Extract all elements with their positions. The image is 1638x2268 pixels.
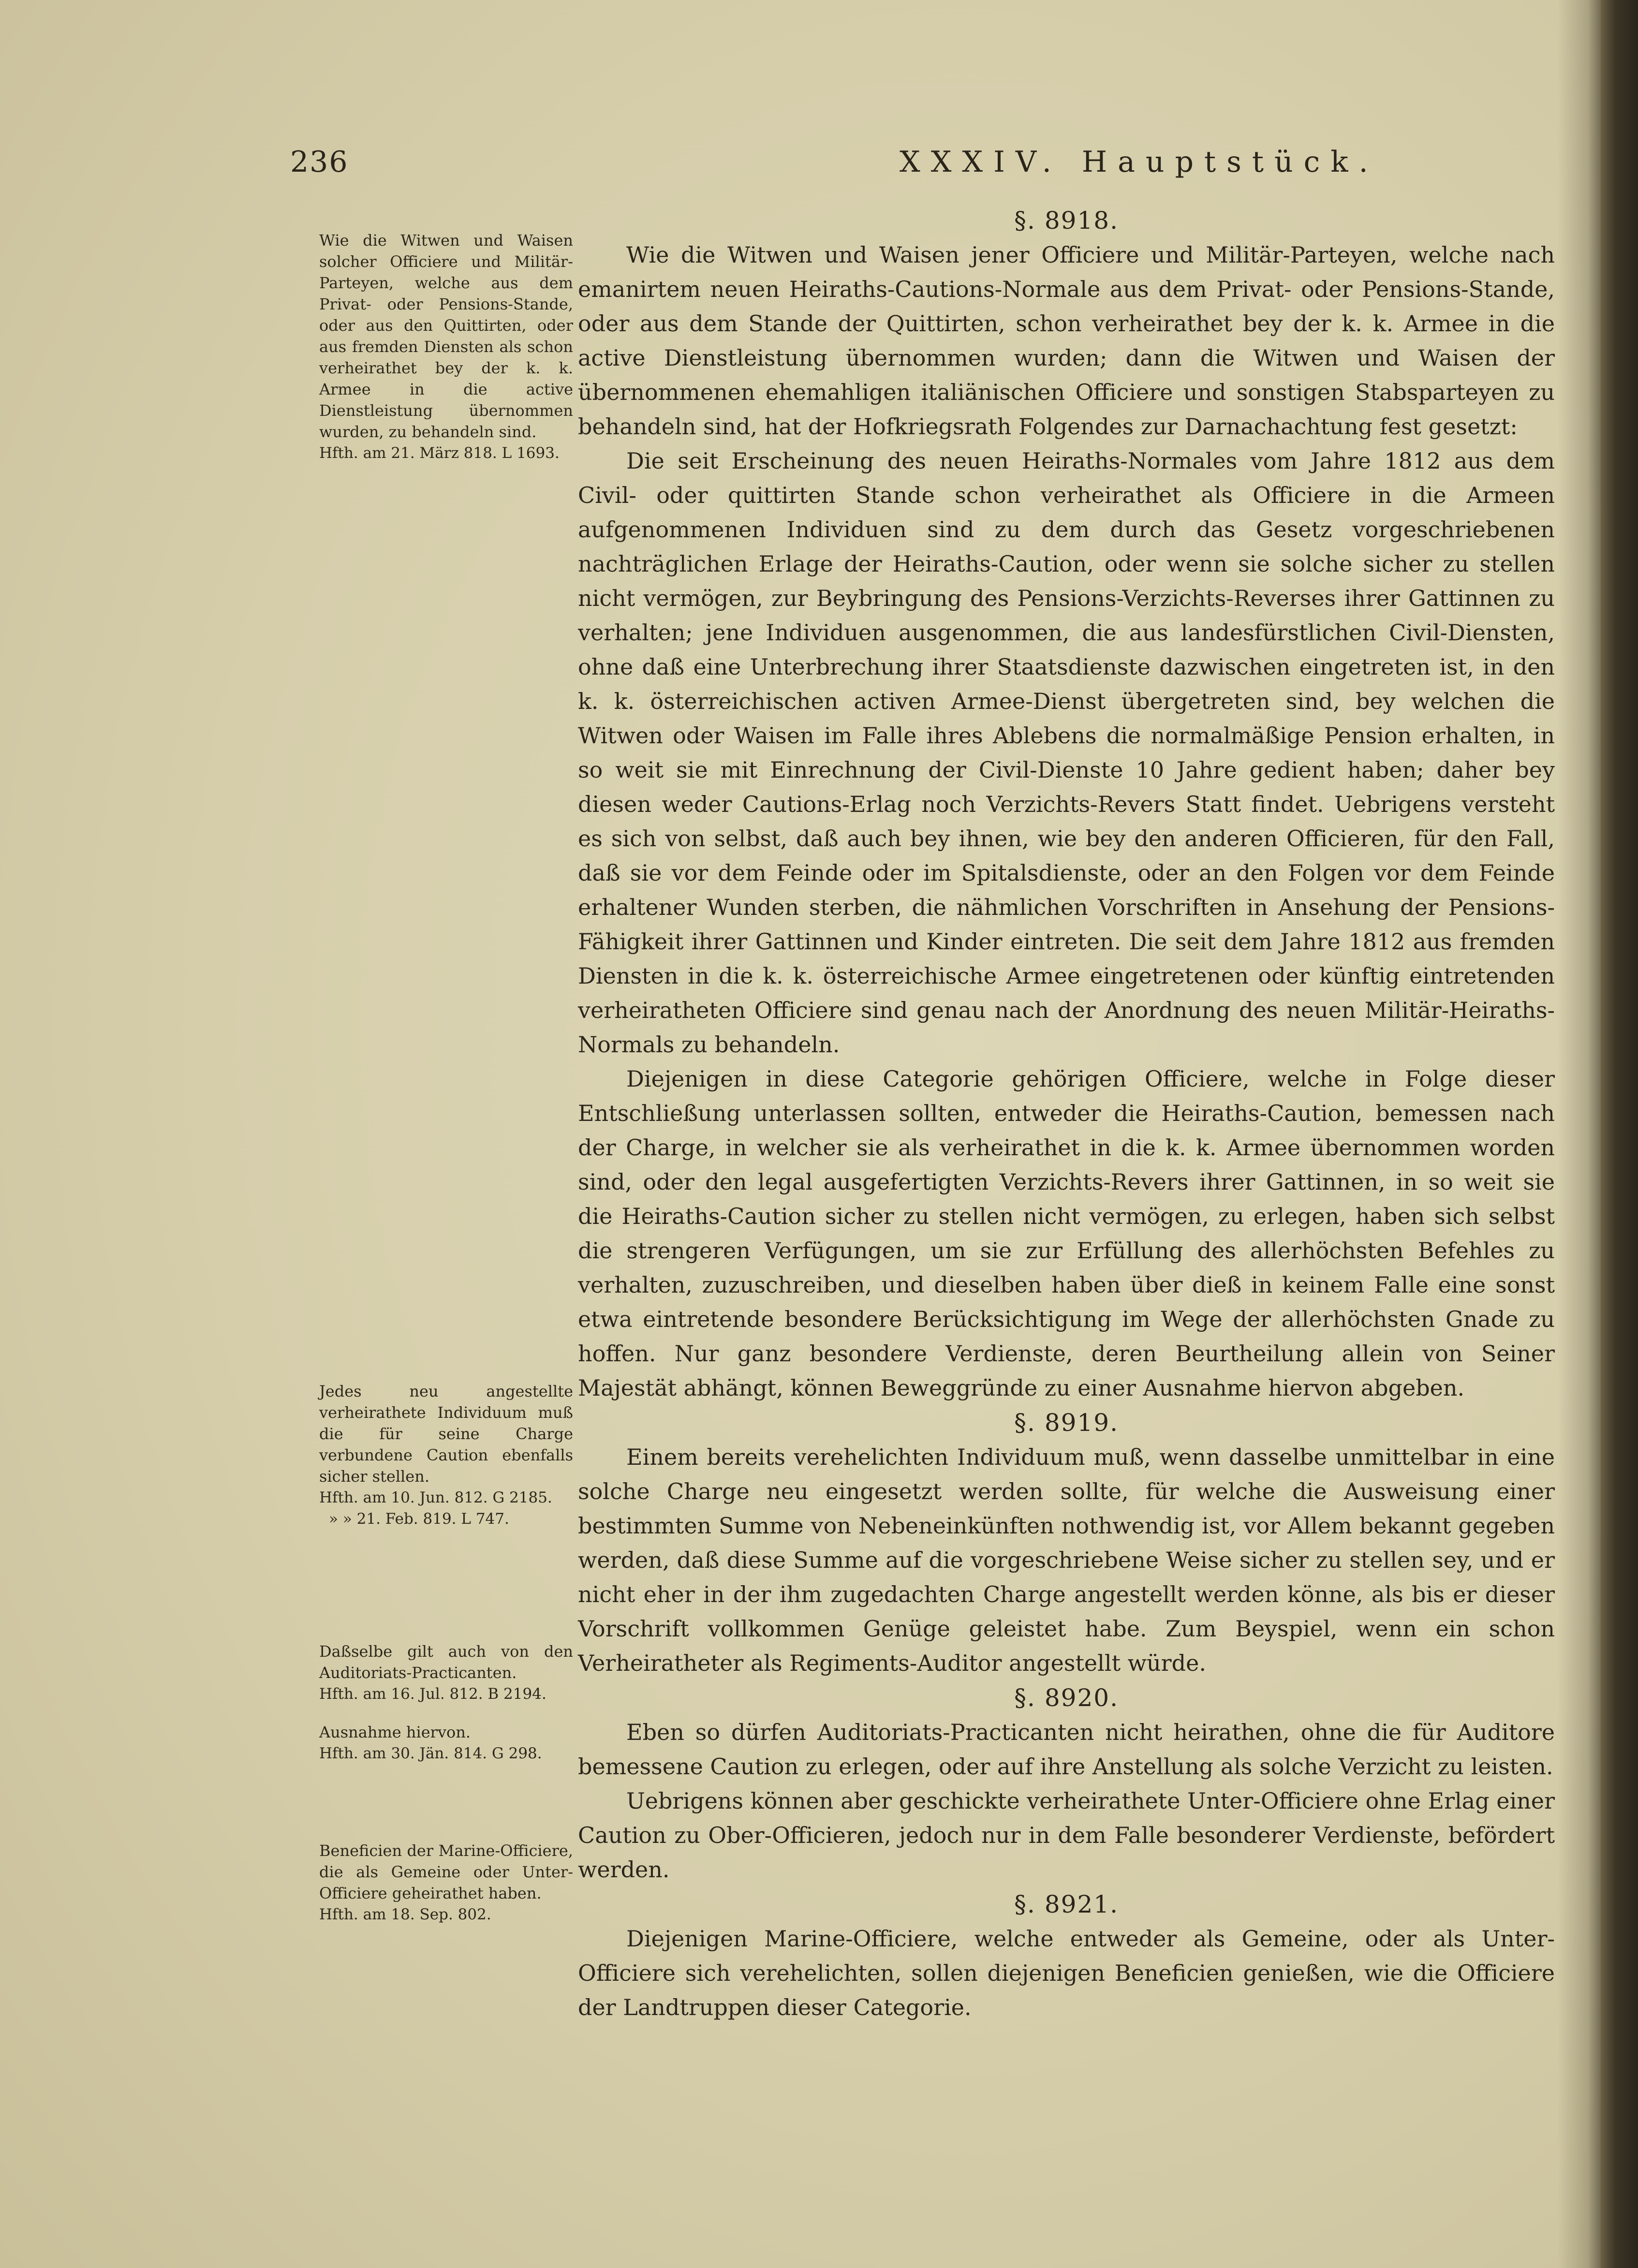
margin-note (319, 230, 573, 464)
book-spine (1601, 0, 1638, 2268)
main-text (578, 203, 1555, 2025)
margin-note (319, 1641, 573, 1705)
paragraph: Eben so dürfen Auditoriats-Practicanten nicht heirathen, ohne die für Auditore bemessene Caution zu erlegen, oder auf ihre Anstellung als solche Verzicht zu leisten. (578, 1719, 1555, 1780)
section-8919 (578, 1405, 1555, 1680)
margin-note-text: Ausnahme hiervon. (319, 1723, 471, 1741)
page-number: 236 (290, 145, 349, 179)
margin-note (319, 1722, 573, 1764)
margin-note-ref: Hfth. am 16. Jul. 812. B 2194. (319, 1685, 546, 1703)
margin-note (319, 1840, 573, 1925)
paragraph: Wie die Witwen und Waisen jener Officiere und Militär-Parteyen, welche nach emanirtem neuen Heiraths-Cautions-Normale aus dem Privat- oder Pensions-Stande, oder aus dem Stande der Quittirten, schon verheirathet bey der k. k. Armee in die active Dienstleistung übernommen wurden; dann die Witwen und Waisen der übernommenen ehemahligen italiänischen Officiere und sonstigen Stabsparteyen zu behandeln sind, hat der Hofkriegsrath Folgendes zur Darnachachtung fest gesetzt: (578, 242, 1555, 440)
section-number: §. 8920. (1014, 1684, 1119, 1712)
margin-note-text: Wie die Witwen und Waisen solcher Officiere und Militär-Parteyen, welche aus dem Privat- oder Pensions-Stande, oder aus den Quittirten, oder aus fremden Diensten als schon verheirathet bey der k. k. Armee in die active Dienstleistung übernommen wurden, zu behandeln sind. (319, 231, 573, 441)
margin-note-text: Daßselbe gilt auch von den Auditoriats-Practicanten. (319, 1642, 573, 1682)
section-8921 (578, 1887, 1555, 2025)
page-header (290, 145, 1379, 184)
paragraph: Diejenigen Marine-Officiere, welche entweder als Gemeine, oder als Unter-Officiere sich verehelichten, sollen diejenigen Beneficien genießen, wie die Officiere der Landtruppen dieser Categorie. (578, 1926, 1555, 2020)
paragraph: Uebrigens können aber geschickte verheirathete Unter-Officiere ohne Erlag einer Caution zu Ober-Officieren, jedoch nur in dem Falle besonderer Verdienste, befördert werden. (578, 1788, 1555, 1883)
margin-note-ref: Hfth. am 10. Jun. 812. G 2185. (319, 1489, 552, 1506)
page-binding-shadow (1557, 0, 1601, 2268)
margin-note-ref: Hfth. am 30. Jän. 814. G 298. (319, 1745, 542, 1762)
margin-note-text: Beneficien der Marine-Officiere, die als Gemeine oder Unter-Officiere geheirathet haben. (319, 1841, 573, 1902)
margin-note-ref: » » 21. Feb. 819. L 747. (329, 1510, 509, 1528)
margin-note-ref: Hfth. am 21. März 818. L 1693. (319, 444, 560, 462)
section-number: §. 8918. (1014, 206, 1119, 235)
margin-note-ref: Hfth. am 18. Sep. 802. (319, 1906, 491, 1923)
section-8920 (578, 1680, 1555, 1887)
paragraph: Diejenigen in diese Categorie gehörigen Officiere, welche in Folge dieser Entschließung unterlassen sollten, entweder die Heiraths-Caution, bemessen nach der Charge, in welcher sie als verheirathet in die k. k. Armee übernommen worden sind, oder den legal ausgefertigten Verzichts-Revers ihrer Gattinnen, in so weit sie die Heiraths-Caution sicher zu stellen nicht vermögen, zu erlegen, haben sich selbst die strengeren Verfügungen, um sie zur Erfüllung des allerhöchsten Befehles zu verhalten, zuzuschreiben, und dieselben haben über dieß in keinem Falle eine sonst etwa eintretende besondere Berücksichtigung im Wege der allerhöchsten Gnade zu hoffen. Nur ganz besondere Verdienste, deren Beurtheilung allein von Seiner Majestät abhängt, können Beweggründe zu einer Ausnahme hiervon abgeben. (578, 1066, 1555, 1401)
section-8918 (578, 203, 1555, 1405)
section-number: §. 8919. (1014, 1409, 1119, 1437)
running-head: XXXIV. Hauptstück. (900, 145, 1379, 179)
section-number: §. 8921. (1014, 1890, 1119, 1918)
paragraph: Die seit Erscheinung des neuen Heiraths-Normales vom Jahre 1812 aus dem Civil- oder quittirten Stande schon verheirathet als Officiere in die Armeen aufgenommenen Individuen sind zu dem durch das Gesetz vorgeschriebenen nachträglichen Erlage der Heiraths-Caution, oder wenn sie solche sicher zu stellen nicht vermögen, zur Beybringung des Pensions-Verzichts-Reverses ihrer Gattinnen zu verhalten; jene Individuen ausgenommen, die aus landesfürstlichen Civil-Diensten, ohne daß eine Unterbrechung ihrer Staatsdienste dazwischen eingetreten ist, in den k. k. österreichischen activen Armee-Dienst übergetreten sind, bey welchen die Witwen oder Waisen im Falle ihres Ablebens die normalmäßige Pension erhalten, in so weit sie mit Einrechnung der Civil-Dienste 10 Jahre gedient haben; daher bey diesen weder Cautions-Erlag noch Verzichts-Revers Statt findet. Uebrigens versteht es sich von selbst, daß auch bey ihnen, wie bey den anderen Officieren, für den Fall, daß sie vor dem Feinde oder im Spitalsdienste, oder an den Folgen vor dem Feinde erhaltener Wunden sterben, die nähmlichen Vorschriften in Ansehung der Pensions-Fähigkeit ihrer Gattinnen und Kinder eintreten. Die seit dem Jahre 1812 aus fremden Diensten in die k. k. österreichische Armee eingetretenen oder künftig eintretenden verheiratheten Officiere sind genau nach der Anordnung des neuen Militär-Heiraths-Normals zu behandeln. (578, 448, 1555, 1058)
margin-note (319, 1381, 573, 1530)
paragraph: Einem bereits verehelichten Individuum muß, wenn dasselbe unmittelbar in eine solche Charge neu eingesetzt werden sollte, für welche die Ausweisung einer bestimmten Summe von Nebeneinkünften nothwendig ist, vor Allem bekannt gegeben werden, daß diese Summe auf die vorgeschriebene Weise sicher zu stellen sey, und er nicht eher in der ihm zugedachten Charge angestellt werden könne, als bis er dieser Vorschrift vollkommen Genüge geleistet habe. Zum Beyspiel, wenn ein schon Verheiratheter als Regiments-Auditor angestellt würde. (578, 1444, 1555, 1676)
margin-note-text: Jedes neu angestellte verheirathete Individuum muß die für seine Charge verbundene Caution ebenfalls sicher stellen. (319, 1382, 573, 1486)
